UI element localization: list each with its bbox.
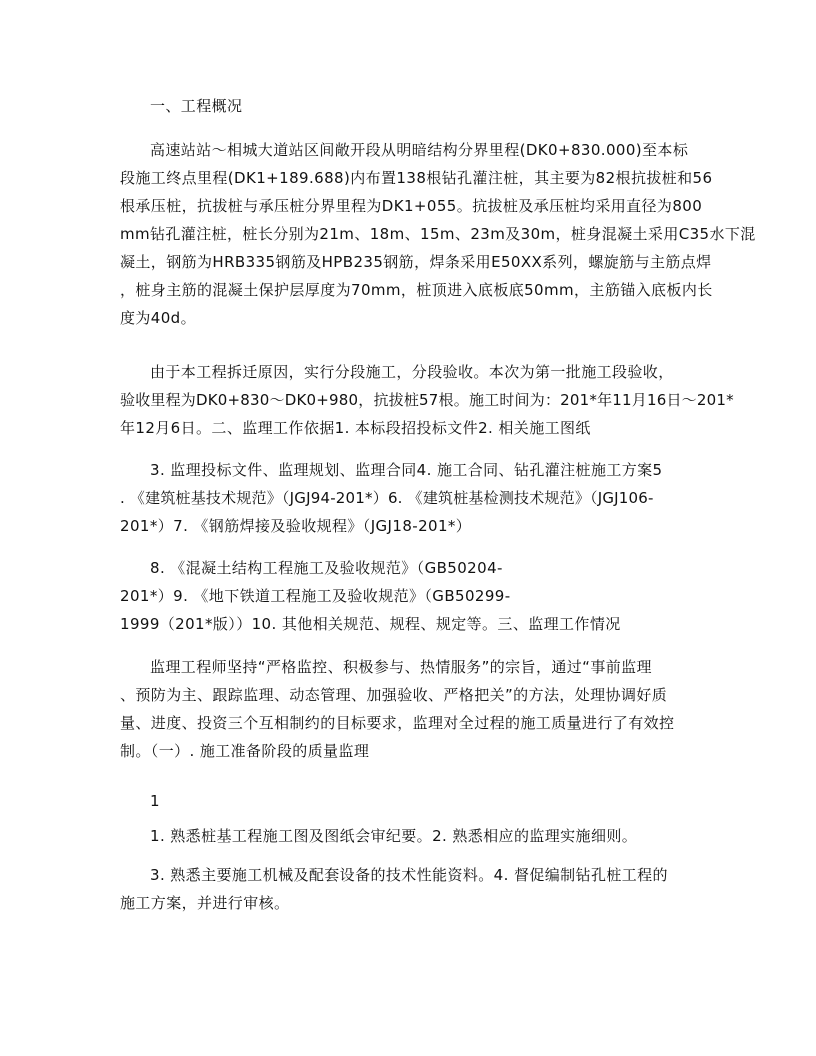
page-number-text: 1 — [150, 792, 160, 810]
paragraph-line: 制。（一）. 施工准备阶段的质量监理 — [120, 742, 370, 760]
paragraph-line: 1. 熟悉桩基工程施工图及图纸会审纪要。2. 熟悉相应的监理实施细则。 — [150, 827, 638, 845]
page-number — [120, 787, 700, 815]
paragraph-line: 监理工程师坚持“严格监控、积极参与、热情服务”的宗旨，通过“事前监理 — [150, 658, 652, 676]
list-paragraph — [120, 822, 700, 850]
paragraph-line: 根承压桩，抗拔桩与承压桩分界里程为DK1+055。抗拔桩及承压桩均采用直径为800 — [120, 197, 703, 215]
paragraph-line: 201*）9. 《地下铁道工程施工及验收规范》（GB50299- — [120, 587, 511, 605]
paragraph-line: 3. 监理投标文件、监理规划、监理合同4. 施工合同、钻孔灌注桩施工方案5 — [150, 461, 663, 479]
basis-paragraph — [120, 554, 700, 638]
paragraph-line: 施工方案，并进行审核。 — [120, 894, 290, 912]
paragraph-line: 验收里程为DK0+830～DK0+980，抗拔桩57根。施工时间为：201*年11月16日～201* — [120, 391, 734, 409]
supervision-paragraph — [120, 653, 700, 765]
section-heading — [120, 92, 700, 120]
paragraph-line: 量、进度、投资三个互相制约的目标要求，监理对全过程的施工质量进行了有效控 — [120, 714, 675, 732]
paragraph-line: 201*）7. 《钢筋焊接及验收规程》（JGJ18-201*） — [120, 517, 472, 535]
paragraph-line: mm钻孔灌注桩，桩长分别为21m、18m、15m、23m及30m，桩身混凝土采用C35水下混 — [120, 225, 756, 243]
paragraph-line: 1999（201*版））10. 其他相关规范、规程、规定等。三、监理工作情况 — [120, 615, 621, 633]
paragraph-line: 段施工终点里程(DK1+189.688)内布置138根钻孔灌注桩，其主要为82根抗拔桩和56 — [120, 169, 713, 187]
heading-text: 一、工程概况 — [150, 97, 243, 115]
overview-paragraph — [120, 136, 756, 332]
paragraph-line: 凝土，钢筋为HRB335钢筋及HPB235钢筋，焊条采用E50XX系列，螺旋筋与主筋点焊 — [120, 253, 712, 271]
paragraph-line: 度为40d。 — [120, 309, 197, 327]
basis-paragraph — [120, 456, 700, 540]
paragraph-line: 高速站站～相城大道站区间敞开段从明暗结构分界里程(DK0+830.000)至本标 — [150, 141, 689, 159]
paragraph-line: . 《建筑桩基技术规范》（JGJ94-201*）6. 《建筑桩基检测技术规范》（JGJ106- — [120, 489, 654, 507]
list-paragraph — [120, 861, 700, 917]
paragraph-line: 3. 熟悉主要施工机械及配套设备的技术性能资料。4. 督促编制钻孔桩工程的 — [150, 866, 668, 884]
phase-paragraph — [120, 358, 734, 442]
paragraph-line: 、预防为主、跟踪监理、动态管理、加强验收、严格把关”的方法，处理协调好质 — [120, 686, 668, 704]
paragraph-line: 由于本工程拆迁原因，实行分段施工，分段验收。本次为第一批施工段验收， — [150, 363, 674, 381]
paragraph-line: ，桩身主筋的混凝土保护层厚度为70mm，桩顶进入底板底50mm，主筋锚入底板内长 — [120, 281, 713, 299]
paragraph-line: 8. 《混凝土结构工程施工及验收规范》（GB50204- — [150, 559, 503, 577]
paragraph-line: 年12月6日。二、监理工作依据1. 本标段招投标文件2. 相关施工图纸 — [120, 419, 591, 437]
